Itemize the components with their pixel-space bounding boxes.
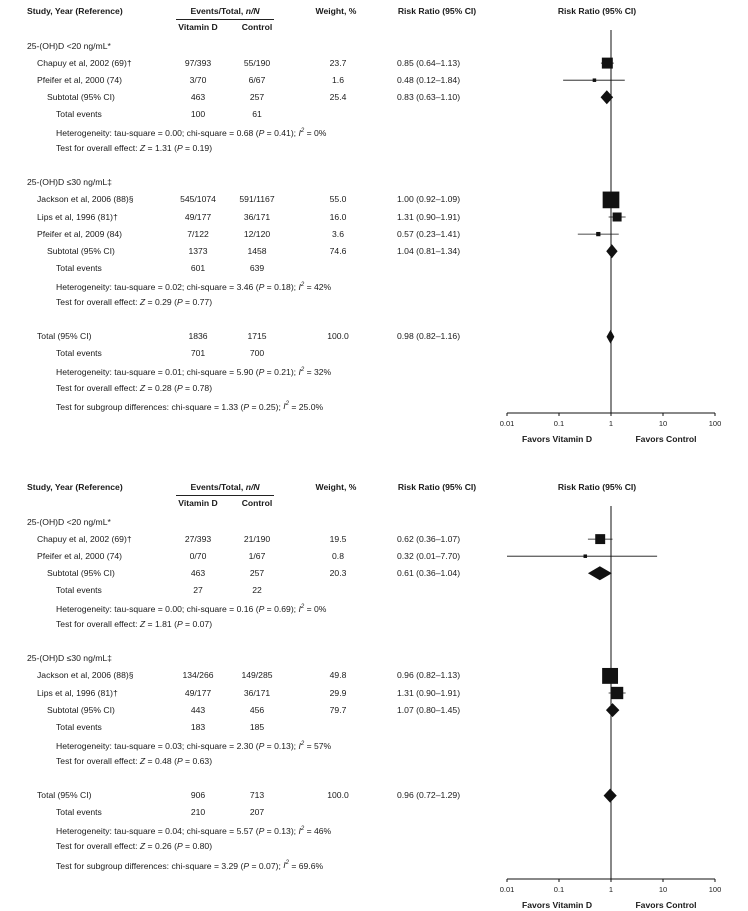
control-events: 149/285 bbox=[241, 670, 273, 681]
weight-value: 29.9 bbox=[329, 687, 347, 698]
x-tick-label: 0.01 bbox=[499, 419, 515, 428]
x-tick-label: 1 bbox=[608, 885, 614, 894]
header-control: Control bbox=[241, 498, 273, 508]
note-label: Test for overall effect: Z = 0.48 (P = 0.63) bbox=[56, 755, 213, 766]
header-study: Study, Year (Reference) bbox=[27, 482, 123, 492]
vitamin-d-events: 0/70 bbox=[189, 550, 207, 561]
group-label: 25-(OH)D ≤30 ng/mL‡ bbox=[27, 177, 112, 188]
vitamin-d-events: 134/266 bbox=[182, 670, 214, 681]
control-events: 1458 bbox=[247, 245, 267, 256]
summary-diamond bbox=[606, 244, 617, 258]
note-label: Heterogeneity: tau-square = 0.04; chi-square = 5.57 (P = 0.13); $I^2 = 46\%$ bbox=[56, 826, 332, 837]
weight-value: 19.5 bbox=[329, 533, 347, 544]
group-label: 25-(OH)D <20 ng/mL* bbox=[27, 516, 111, 527]
risk-ratio-value: 1.07 (0.80–1.45) bbox=[397, 704, 461, 715]
vitamin-d-events: 7/122 bbox=[187, 228, 209, 239]
vitamin-d-events: 601 bbox=[190, 262, 206, 273]
forest-plot-bottom bbox=[0, 476, 748, 910]
vitamin-d-events: 701 bbox=[190, 348, 206, 359]
favors-vitamin-d-label: Favors Vitamin D bbox=[521, 434, 593, 444]
vitamin-d-events: 3/70 bbox=[189, 74, 207, 85]
events-label: Total events bbox=[56, 262, 102, 273]
study-label: Lips et al, 1996 (81)† bbox=[37, 211, 118, 222]
x-tick-label: 0.01 bbox=[499, 885, 515, 894]
favors-control-label: Favors Control bbox=[635, 900, 697, 910]
note-label: Heterogeneity: tau-square = 0.01; chi-square = 5.90 (P = 0.21); $I^2 = 32\%$ bbox=[56, 367, 332, 378]
weight-value: 1.6 bbox=[332, 74, 344, 85]
control-events: 207 bbox=[249, 807, 265, 818]
risk-ratio-value: 0.62 (0.36–1.07) bbox=[397, 533, 461, 544]
x-tick-label: 0.1 bbox=[553, 885, 565, 894]
header-control: Control bbox=[241, 22, 273, 32]
weight-value: 20.3 bbox=[329, 567, 347, 578]
study-label: Pfeifer et al, 2000 (74) bbox=[37, 74, 123, 85]
vitamin-d-events: 1373 bbox=[188, 245, 208, 256]
header-weight: Weight, % bbox=[315, 6, 357, 16]
header-risk-ratio: Risk Ratio (95% CI) bbox=[397, 482, 477, 492]
risk-ratio-value: 0.96 (0.82–1.13) bbox=[397, 670, 461, 681]
control-events: 36/171 bbox=[243, 211, 271, 222]
x-tick-label: 10 bbox=[658, 885, 668, 894]
risk-ratio-value: 0.85 (0.64–1.13) bbox=[397, 57, 461, 68]
control-events: 639 bbox=[249, 262, 265, 273]
risk-ratio-value: 0.98 (0.82–1.16) bbox=[397, 331, 461, 342]
note-label: Test for overall effect: Z = 0.26 (P = 0.80) bbox=[56, 841, 213, 852]
control-events: 6/67 bbox=[248, 74, 266, 85]
note-label: Heterogeneity: tau-square = 0.00; chi-square = 0.68 (P = 0.41); $I^2 = 0\%$ bbox=[56, 127, 327, 138]
group-label: 25-(OH)D <20 ng/mL* bbox=[27, 40, 111, 51]
control-events: 55/190 bbox=[243, 57, 271, 68]
weight-value: 3.6 bbox=[332, 228, 344, 239]
vitamin-d-events: 210 bbox=[190, 807, 206, 818]
weight-value: 100.0 bbox=[327, 790, 349, 801]
weight-value: 100.0 bbox=[327, 331, 349, 342]
vitamin-d-events: 100 bbox=[190, 108, 206, 119]
summary-diamond bbox=[606, 703, 619, 717]
study-label: Chapuy et al, 2002 (69)† bbox=[37, 533, 132, 544]
vitamin-d-events: 545/1074 bbox=[180, 194, 216, 205]
vitamin-d-events: 443 bbox=[190, 704, 206, 715]
events-label: Total events bbox=[56, 721, 102, 732]
control-events: 456 bbox=[249, 704, 265, 715]
events-label: Total events bbox=[56, 348, 102, 359]
vitamin-d-events: 49/177 bbox=[184, 687, 212, 698]
point-estimate-square bbox=[602, 668, 618, 684]
weight-value: 25.4 bbox=[329, 91, 347, 102]
weight-value: 74.6 bbox=[329, 245, 347, 256]
weight-value: 0.8 bbox=[332, 550, 344, 561]
risk-ratio-value: 0.96 (0.72–1.29) bbox=[397, 790, 461, 801]
point-estimate-square bbox=[613, 213, 622, 222]
subtotal-label: Subtotal (95% CI) bbox=[47, 245, 115, 256]
point-estimate-square bbox=[611, 687, 623, 699]
study-label: Jackson et al, 2006 (88)§ bbox=[37, 194, 134, 205]
control-events: 21/190 bbox=[243, 533, 271, 544]
risk-ratio-value: 1.31 (0.90–1.91) bbox=[397, 687, 461, 698]
vitamin-d-events: 463 bbox=[190, 91, 206, 102]
summary-diamond bbox=[607, 330, 615, 344]
header-weight: Weight, % bbox=[315, 482, 357, 492]
control-events: 36/171 bbox=[243, 687, 271, 698]
total-label: Total (95% CI) bbox=[37, 790, 92, 801]
header-risk-ratio: Risk Ratio (95% CI) bbox=[397, 6, 477, 16]
risk-ratio-value: 1.31 (0.90–1.91) bbox=[397, 211, 461, 222]
study-label: Chapuy et al, 2002 (69)† bbox=[37, 57, 132, 68]
favors-vitamin-d-label: Favors Vitamin D bbox=[521, 900, 593, 910]
x-tick-label: 0.1 bbox=[553, 419, 565, 428]
note-label: Test for overall effect: Z = 1.31 (P = 0.19) bbox=[56, 143, 213, 154]
risk-ratio-value: 0.57 (0.23–1.41) bbox=[397, 228, 461, 239]
events-label: Total events bbox=[56, 584, 102, 595]
control-events: 257 bbox=[249, 567, 265, 578]
risk-ratio-value: 0.48 (0.12–1.84) bbox=[397, 74, 461, 85]
study-label: Lips et al, 1996 (81)† bbox=[37, 687, 118, 698]
note-label: Test for subgroup differences: chi-square = 3.29 (P = 0.07); $I^2 = 69.6\%$ bbox=[56, 860, 324, 871]
subtotal-label: Subtotal (95% CI) bbox=[47, 567, 115, 578]
note-label: Test for overall effect: Z = 0.29 (P = 0.77) bbox=[56, 297, 213, 307]
summary-diamond bbox=[588, 566, 612, 580]
weight-value: 55.0 bbox=[329, 194, 347, 205]
control-events: 1/67 bbox=[248, 550, 266, 561]
control-events: 700 bbox=[249, 348, 265, 359]
note-label: Test for overall effect: Z = 0.28 (P = 0.78) bbox=[56, 382, 213, 393]
note-label: Test for subgroup differences: chi-square = 1.33 (P = 0.25); $I^2 = 25.0\%$ bbox=[56, 401, 324, 412]
events-label: Total events bbox=[56, 807, 102, 818]
study-label: Pfeifer et al, 2000 (74) bbox=[37, 550, 123, 561]
risk-ratio-value: 1.04 (0.81–1.34) bbox=[397, 245, 461, 256]
vitamin-d-events: 1836 bbox=[188, 331, 208, 342]
favors-control-label: Favors Control bbox=[635, 434, 697, 444]
control-events: 61 bbox=[252, 108, 262, 119]
header-vitamin-d: Vitamin D bbox=[178, 498, 218, 508]
vitamin-d-events: 97/393 bbox=[184, 57, 212, 68]
point-estimate-square bbox=[595, 534, 605, 544]
x-tick-label: 100 bbox=[708, 885, 722, 894]
weight-value: 23.7 bbox=[329, 57, 347, 68]
risk-ratio-value: 0.32 (0.01–7.70) bbox=[397, 550, 461, 561]
control-events: 12/120 bbox=[243, 228, 271, 239]
vitamin-d-events: 463 bbox=[190, 567, 206, 578]
header-events: Events/Total, n/N bbox=[190, 482, 260, 492]
point-estimate-square bbox=[584, 554, 588, 558]
weight-value: 16.0 bbox=[329, 211, 347, 222]
weight-value: 79.7 bbox=[329, 704, 347, 715]
control-events: 1715 bbox=[247, 331, 267, 342]
point-estimate-square bbox=[596, 232, 600, 236]
note-label: Heterogeneity: tau-square = 0.00; chi-square = 0.16 (P = 0.69); $I^2 = 0\%$ bbox=[56, 603, 327, 614]
vitamin-d-events: 183 bbox=[190, 721, 206, 732]
study-label: Pfeifer et al, 2009 (84) bbox=[37, 228, 123, 239]
forest-plot-top bbox=[0, 0, 748, 445]
control-events: 22 bbox=[252, 584, 262, 595]
risk-ratio-value: 1.00 (0.92–1.09) bbox=[397, 194, 461, 205]
header-study: Study, Year (Reference) bbox=[27, 6, 123, 16]
control-events: 257 bbox=[249, 91, 265, 102]
note-label: Heterogeneity: tau-square = 0.03; chi-square = 2.30 (P = 0.13); $I^2 = 57\%$ bbox=[56, 740, 332, 751]
subtotal-label: Subtotal (95% CI) bbox=[47, 704, 115, 715]
total-label: Total (95% CI) bbox=[37, 331, 92, 342]
vitamin-d-events: 27/393 bbox=[184, 533, 212, 544]
note-label: Heterogeneity: tau-square = 0.02; chi-square = 3.46 (P = 0.18); $I^2 = 42\%$ bbox=[56, 281, 332, 292]
risk-ratio-value: 0.61 (0.36–1.04) bbox=[397, 567, 461, 578]
subtotal-label: Subtotal (95% CI) bbox=[47, 91, 115, 102]
x-tick-label: 10 bbox=[658, 419, 668, 428]
control-events: 591/1167 bbox=[239, 194, 275, 205]
summary-diamond bbox=[604, 789, 617, 803]
vitamin-d-events: 49/177 bbox=[184, 211, 212, 222]
header-risk-ratio-plot: Risk Ratio (95% CI) bbox=[557, 482, 637, 492]
group-label: 25-(OH)D ≤30 ng/mL‡ bbox=[27, 653, 112, 664]
x-tick-label: 1 bbox=[608, 419, 614, 428]
risk-ratio-value: 0.83 (0.63–1.10) bbox=[397, 91, 461, 102]
header-risk-ratio-plot: Risk Ratio (95% CI) bbox=[557, 6, 637, 16]
vitamin-d-events: 906 bbox=[190, 790, 206, 801]
study-label: Jackson et al, 2006 (88)§ bbox=[37, 670, 134, 681]
control-events: 185 bbox=[249, 721, 265, 732]
header-events: Events/Total, n/N bbox=[190, 6, 260, 16]
vitamin-d-events: 27 bbox=[193, 584, 203, 595]
note-label: Test for overall effect: Z = 1.81 (P = 0.07) bbox=[56, 619, 213, 630]
header-vitamin-d: Vitamin D bbox=[178, 22, 218, 32]
x-tick-label: 100 bbox=[708, 419, 722, 428]
weight-value: 49.8 bbox=[329, 670, 347, 681]
point-estimate-square bbox=[593, 78, 597, 82]
events-label: Total events bbox=[56, 108, 102, 119]
control-events: 713 bbox=[249, 790, 265, 801]
